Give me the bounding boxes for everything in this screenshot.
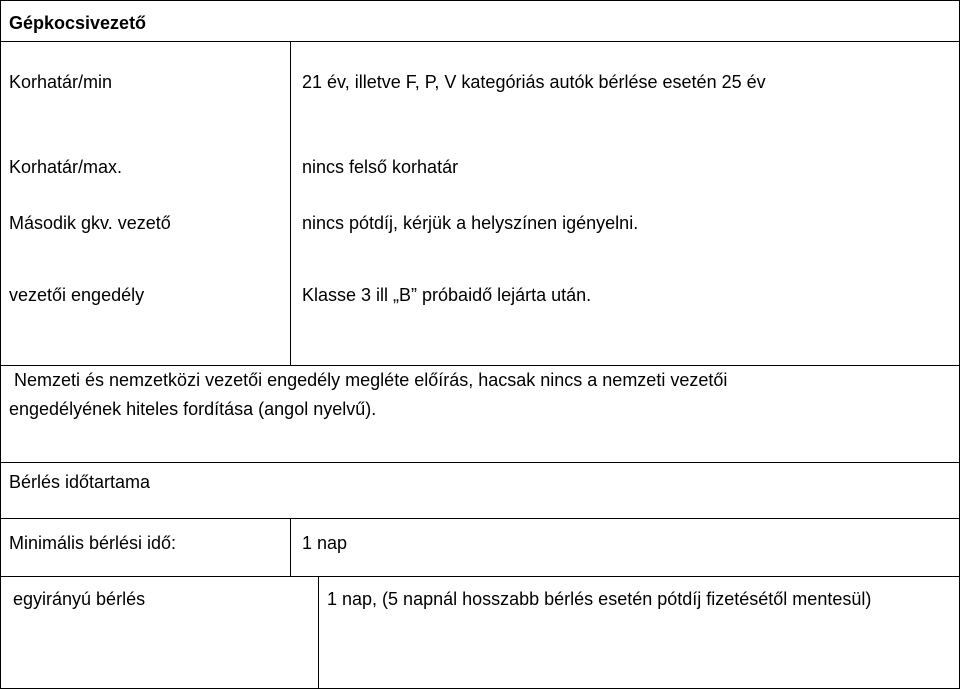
label-second-driver: Második gkv. vezető [9,213,171,233]
table-border-mid4 [0,518,960,519]
column-divider-oneway [318,576,319,689]
value-license: Klasse 3 ill „B” próbaidő lejárta után. [302,285,592,305]
license-note-line1: Nemzeti és nemzetközi vezetői engedély megléte előírás, hacsak nincs a nemzeti vezetői [14,370,728,390]
value-min-rental: 1 nap [302,533,348,553]
column-divider-min-time [290,518,291,576]
table-border-left [0,0,1,689]
table-border-mid5 [0,576,960,577]
value-oneway: 1 nap, (5 napnál hosszabb bérlés esetén pótdíj fizetésétől mentesül) [327,589,872,609]
label-oneway: egyirányú bérlés [13,589,146,609]
table-border-mid2 [0,365,960,366]
section-heading-rental-duration: Bérlés időtartama [9,472,151,492]
label-max-age: Korhatár/max. [9,157,123,177]
column-divider-top [290,41,291,366]
value-max-age: nincs felső korhatár [302,157,459,177]
table-border-mid1 [0,41,960,42]
table-border-top [0,0,960,1]
value-second-driver: nincs pótdíj, kérjük a helyszínen igényelni. [302,213,639,233]
value-min-age: 21 év, illetve F, P, V kategóriás autók bérlése esetén 25 év [302,72,766,92]
table-border-mid3 [0,462,960,463]
section-heading-driver: Gépkocsivezető [9,13,147,33]
label-min-age: Korhatár/min [9,72,113,92]
label-license: vezetői engedély [9,285,145,305]
license-note-line2: engedélyének hiteles fordítása (angol nyelvű). [9,399,377,419]
label-min-rental: Minimális bérlési idő: [9,533,177,553]
